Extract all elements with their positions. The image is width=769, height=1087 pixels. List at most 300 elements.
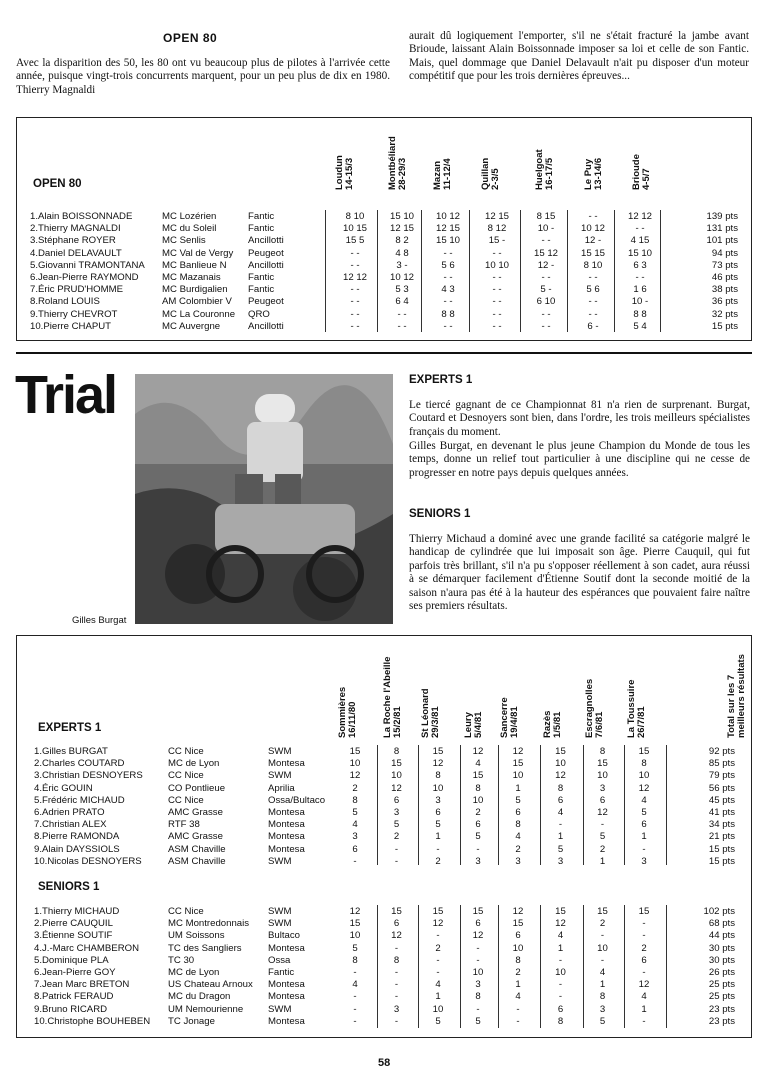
rider-name: 1.Gilles BURGAT (34, 746, 108, 758)
event-score: 8 (393, 746, 400, 758)
event-score: - - (350, 320, 360, 332)
event-date: 5/4/81 (473, 711, 484, 738)
event-name: Escragnolles (584, 678, 595, 738)
rider-total: 30 pts (708, 942, 735, 954)
event-score: 10 (432, 1003, 444, 1015)
event-score: 10 (597, 770, 608, 782)
table-row (32, 1016, 737, 1028)
event-score: 5 (352, 942, 358, 954)
event-score: 15 (555, 906, 566, 918)
event-score: 2 (641, 942, 647, 954)
rider-name: 8.Roland LOUIS (30, 296, 100, 308)
open80-event-header (481, 158, 501, 190)
event-score: 10 10 (484, 259, 509, 271)
event-score: - (558, 991, 563, 1003)
open80-heading: OPEN 80 (163, 31, 218, 45)
event-date: 16-17/5 (544, 157, 555, 190)
event-score: - - (588, 308, 598, 320)
event-score: 2 (599, 843, 606, 855)
event-score: 12 (349, 770, 361, 782)
open80-event-header (632, 154, 652, 190)
photo-caption: Gilles Burgat (72, 615, 127, 626)
event-score: 15 (638, 746, 650, 758)
event-name: Leury (463, 712, 474, 738)
event-score: 10 12 (435, 211, 460, 223)
event-score: 10 12 (389, 272, 414, 284)
rider-name: 7.Éric PRUD'HOMME (30, 284, 123, 296)
event-score: 10 - (537, 223, 555, 235)
event-score: 12 12 (342, 272, 367, 284)
event-score: 8 (352, 954, 358, 966)
table-row (32, 844, 737, 856)
experts-text-2: Gilles Burgat, en devenant le plus jeune Champion du Monde de tous les temps, donne un relief tout particulier à une discipline qui ne cesse de progresser en notre pays depuis quelques années. (409, 440, 750, 479)
event-score: 5 6 (441, 259, 455, 271)
event-score: - (436, 954, 440, 966)
table-row (28, 284, 740, 296)
rider-club: MC Mazanais (162, 272, 221, 284)
event-score: 10 12 (580, 223, 605, 235)
event-score: 10 (555, 758, 566, 770)
trial-event-header (500, 697, 520, 738)
event-score: 12 12 (627, 211, 652, 223)
event-score: 15 15 (580, 247, 605, 259)
event-score: - - (492, 272, 502, 284)
event-score: 5 (435, 819, 441, 831)
rider-total: 73 pts (711, 259, 738, 271)
rider-bike: Montesa (268, 843, 305, 855)
event-name: Brioude (631, 154, 642, 190)
rider-total: 102 pts (703, 906, 735, 918)
event-score: 6 (557, 794, 564, 806)
event-score: 3 (475, 855, 481, 867)
event-score: - - (443, 296, 453, 308)
event-score: 8 (557, 782, 564, 794)
event-date: 4-5/7 (641, 168, 652, 190)
table-row (32, 770, 737, 782)
rider-bike: Ancillotti (248, 259, 284, 271)
rider-total: 36 pts (711, 296, 738, 308)
event-name: La Roche l'Abeille (382, 656, 393, 738)
event-score: - - (350, 296, 360, 308)
event-score: - (394, 843, 399, 855)
rider-name: 5.Giovanni TRAMONTANA (30, 259, 145, 271)
seniors-table (32, 906, 737, 1028)
event-score: 3 (515, 855, 521, 867)
rider-total: 21 pts (708, 831, 735, 843)
table-row (28, 260, 740, 272)
event-score: 8 15 (536, 211, 556, 223)
event-score: 12 (349, 906, 361, 918)
event-score: 8 (599, 991, 606, 1003)
open80-intro-text: Avec la disparition des 50, les 80 ont vu beaucoup plus de pilotes à l'arrivée cette année, puisque vingt-trois concurrents marquent, pour un peu plus de dix en 1980. Thierry Magnaldi (16, 57, 390, 96)
event-score: 6 (515, 930, 521, 942)
event-score: 2 (435, 942, 441, 954)
table-row (32, 746, 737, 758)
event-score: - - (492, 308, 502, 320)
rider-club: MC Montredonnais (168, 918, 250, 930)
event-score: 5 (557, 843, 564, 855)
rider-name: 2.Thierry MAGNALDI (30, 223, 121, 235)
rider-name: 5.Dominique PLA (34, 954, 109, 966)
event-score: 15 (472, 906, 484, 918)
rider-total: 45 pts (708, 794, 735, 806)
rider-club: TC Jonage (168, 1015, 215, 1027)
event-score: 4 (515, 831, 521, 843)
rider-total: 44 pts (708, 930, 735, 942)
event-score: - - (588, 296, 598, 308)
trial-event-header (464, 712, 484, 738)
event-score: 6 3 (633, 259, 647, 271)
event-score: 10 15 (342, 223, 367, 235)
event-score: 6 (393, 794, 400, 806)
rider-club: MC Banlieue N (162, 259, 227, 271)
event-score: - (642, 843, 646, 855)
event-score: 4 3 (441, 284, 455, 296)
event-score: 3 (599, 1003, 606, 1015)
rider-bike: Montesa (268, 1015, 305, 1027)
seniors-heading: SENIORS 1 (409, 508, 471, 520)
event-score: 15 (597, 758, 608, 770)
event-score: 1 (435, 831, 441, 843)
event-score: 4 (515, 991, 521, 1003)
event-score: 12 (391, 930, 402, 942)
event-score: - (642, 930, 646, 942)
table-row (32, 955, 737, 967)
rider-total: 85 pts (708, 758, 735, 770)
table-row (28, 248, 740, 260)
rider-club: MC Auvergne (162, 320, 221, 332)
rider-club: MC Lozérien (162, 211, 217, 223)
event-score: 5 (393, 819, 400, 831)
rider-club: AM Colombier V (162, 296, 232, 308)
event-score: 6 (641, 954, 647, 966)
event-score: 1 (599, 855, 606, 867)
page-number: 58 (378, 1057, 391, 1069)
event-score: 3 (599, 782, 606, 794)
rider-total: 41 pts (708, 807, 735, 819)
event-score: - - (588, 272, 598, 284)
event-score: - (353, 967, 357, 979)
rider-name: 10.Pierre CHAPUT (30, 320, 112, 332)
table-row (28, 211, 740, 223)
rider-name: 4.J.-Marc CHAMBERON (34, 942, 140, 954)
event-date: 13-14/6 (593, 157, 604, 190)
event-score: - (558, 954, 563, 966)
event-score: 8 8 (633, 308, 647, 320)
rider-total: 30 pts (708, 954, 735, 966)
event-score: 15 (349, 746, 361, 758)
rider-bike: Montesa (268, 758, 305, 770)
table-row (32, 856, 737, 868)
event-score: - (436, 967, 440, 979)
event-score: 5 (599, 1015, 606, 1027)
table-row (28, 272, 740, 284)
trial-event-header (543, 711, 563, 738)
event-score: 6 4 (395, 296, 409, 308)
table-row (32, 807, 737, 819)
event-score: 8 (435, 770, 441, 782)
event-score: 12 15 (484, 211, 509, 223)
event-score: 15 10 (435, 235, 460, 247)
event-score: 4 (557, 930, 564, 942)
event-score: - (353, 1003, 357, 1015)
event-score: 5 - (540, 284, 552, 296)
rider-total: 23 pts (708, 1015, 735, 1027)
open80-table (28, 211, 740, 333)
trial-event-header (421, 688, 441, 738)
event-score: 12 (391, 782, 402, 794)
rider-club: MC Val de Vergy (162, 247, 234, 259)
table-row (32, 831, 737, 843)
event-score: 10 (555, 967, 566, 979)
seniors-table-title: SENIORS 1 (38, 881, 100, 893)
event-score: 6 (352, 843, 358, 855)
rider-total: 68 pts (708, 918, 735, 930)
rider-club: MC Burdigalien (162, 284, 228, 296)
table-row (32, 783, 737, 795)
rider-total: 32 pts (711, 308, 738, 320)
event-score: 6 - (587, 320, 599, 332)
event-score: - - (635, 223, 645, 235)
trial-event-header (627, 680, 647, 738)
rider-bike: SWM (268, 855, 292, 867)
event-score: 2 (515, 843, 521, 855)
event-score: 8 8 (441, 308, 455, 320)
rider-bike: Montesa (268, 991, 305, 1003)
event-score: 1 (435, 991, 441, 1003)
event-score: 15 - (488, 235, 506, 247)
event-score: 8 (515, 954, 521, 966)
rider-club: US Chateau Arnoux (168, 979, 253, 991)
event-score: 3 (475, 979, 481, 991)
event-score: 10 (638, 770, 650, 782)
event-name: Sommières (337, 686, 348, 738)
rider-club: MC du Dragon (168, 991, 231, 1003)
event-score: 12 15 (389, 223, 414, 235)
event-score: 4 (475, 758, 481, 770)
burgat-photo (135, 374, 393, 624)
rider-bike: Bultaco (268, 930, 300, 942)
rider-name: 6.Jean-Pierre RAYMOND (30, 272, 139, 284)
rider-name: 3.Christian DESNOYERS (34, 770, 143, 782)
event-score: 10 - (631, 296, 649, 308)
event-score: 12 (555, 770, 566, 782)
rider-bike: Montesa (268, 979, 305, 991)
rider-club: ASM Chaville (168, 843, 226, 855)
event-score: 8 (599, 746, 606, 758)
event-score: 6 (393, 918, 400, 930)
event-score: - - (635, 272, 645, 284)
seniors-text: Thierry Michaud a dominé avec une grande facilité sa catégorie malgré le handicap de cylindrée que lui imposait son âge. Pierre Cauquil, qui fut parfois très brillant, s'il n'a pu s'opposer réellement à son cadet, aura réussi à se démarquer facilement d'Étienne Soutif dont la seconde moitié de la saison n'aura pas été à la hauteur des espérances que pouvaient faire naître ses premiers résultats. (409, 533, 750, 613)
event-score: 5 (352, 807, 358, 819)
event-score: 4 (435, 979, 441, 991)
event-score: - - (541, 272, 551, 284)
event-score: 10 (512, 770, 524, 782)
event-score: 12 15 (435, 223, 460, 235)
event-score: - - (397, 308, 407, 320)
event-score: 1 (641, 1003, 647, 1015)
rider-name: 9.Alain DAYSSIOLS (34, 843, 120, 855)
rider-club: MC La Couronne (162, 308, 236, 320)
event-score: 8 (352, 794, 358, 806)
table-row (28, 321, 740, 333)
event-score: 5 3 (395, 284, 409, 296)
event-score: 8 (475, 991, 481, 1003)
event-date: 16/11/80 (347, 701, 358, 738)
event-score: 2 (599, 918, 606, 930)
rider-club: RTF 38 (168, 819, 200, 831)
event-score: 12 (432, 918, 444, 930)
rider-name: 2.Charles COUTARD (34, 758, 125, 770)
event-score: 15 (512, 758, 524, 770)
open80-event-header (388, 136, 408, 190)
event-score: 6 (557, 1003, 564, 1015)
event-score: 15 12 (533, 247, 558, 259)
table-row (28, 309, 740, 321)
rider-name: 6.Adrien PRATO (34, 807, 105, 819)
rider-bike: Ancillotti (248, 235, 284, 247)
open80-event-header (535, 149, 555, 190)
event-score: 10 (349, 930, 361, 942)
event-score: 3 (352, 831, 358, 843)
rider-bike: QRO (248, 308, 270, 320)
event-score: 15 (432, 746, 444, 758)
event-score: 15 (391, 906, 402, 918)
experts-text: Le tiercé gagnant de ce Championnat 81 n'a rien de surprenant. Burgat, Coutard et Desnoyers sont bien, dans l'ordre, les trois meilleurs spécialistes français du moment. (409, 399, 750, 438)
event-score: 15 (555, 746, 566, 758)
event-date: 7/6/81 (594, 711, 605, 738)
event-score: 5 (435, 1015, 441, 1027)
event-score: 4 (641, 794, 647, 806)
rider-total: 92 pts (708, 746, 735, 758)
event-score: 3 (393, 807, 400, 819)
rider-club: MC Senlis (162, 235, 206, 247)
rider-total: 56 pts (708, 782, 735, 794)
event-score: 1 (515, 979, 521, 991)
table-row (28, 296, 740, 308)
event-score: 8 10 (345, 211, 365, 223)
event-score: - (600, 930, 605, 942)
event-score: - - (588, 211, 598, 223)
rider-club: CO Pontlieue (168, 782, 226, 794)
table-row (32, 930, 737, 942)
event-score: 15 (597, 906, 608, 918)
event-score: 8 (641, 758, 647, 770)
open80-table-title: OPEN 80 (33, 178, 82, 190)
event-score: 15 10 (389, 211, 414, 223)
event-score: 6 (435, 807, 441, 819)
rider-bike: Ossa (268, 954, 291, 966)
event-score: - (476, 942, 480, 954)
event-score: 10 (432, 782, 444, 794)
event-score: - - (443, 320, 453, 332)
rider-bike: Fantic (248, 272, 275, 284)
table-row (32, 943, 737, 955)
event-score: 12 - (537, 259, 555, 271)
rider-club: TC 30 (168, 954, 195, 966)
rider-name: 8.Patrick FERAUD (34, 991, 114, 1003)
rider-bike: Fantic (248, 211, 275, 223)
rider-total: 34 pts (708, 819, 735, 831)
event-date: 26/7/81 (636, 706, 647, 738)
open80-continued-text: aurait dû logiquement l'emporter, s'il ne s'était fracturé la jambe avant Brioude, laissant Alain Boissonnade imposer sa loi et celle de son Fantic. Mais, quel dommage que Daniel Delavault n'ait pu disposer d'un moteur compétitif que pour les trois dernières épreuves... (409, 30, 749, 83)
event-date: 19/4/81 (509, 706, 520, 738)
event-score: 1 (599, 979, 606, 991)
event-score: - - (492, 284, 502, 296)
event-name: St Léonard (420, 688, 431, 738)
event-score: - (476, 843, 480, 855)
rider-bike: Montesa (268, 819, 305, 831)
rider-total: 15 pts (708, 855, 735, 867)
rider-name: 9.Bruno RICARD (34, 1003, 108, 1015)
rider-name: 1.Alain BOISSONNADE (30, 211, 133, 223)
table-row (32, 991, 737, 1003)
event-score: 5 (475, 1015, 481, 1027)
rider-bike: Peugeot (248, 247, 284, 259)
event-score: 1 (557, 831, 564, 843)
event-score: - - (541, 308, 551, 320)
rider-name: 10.Christophe BOUHEBEN (34, 1015, 151, 1027)
event-score: 4 (557, 807, 564, 819)
event-score: - (558, 819, 563, 831)
event-score: 15 (391, 758, 402, 770)
table-row (32, 979, 737, 991)
event-score: - (642, 967, 646, 979)
event-score: 10 (472, 794, 484, 806)
event-score: - - (492, 247, 502, 259)
rider-bike: Aprilia (268, 782, 295, 794)
event-date: 29/3/81 (430, 706, 441, 738)
rider-total: 38 pts (711, 284, 738, 296)
trial-event-header (585, 679, 605, 738)
rider-club: MC de Lyon (168, 758, 220, 770)
event-score: - (642, 918, 646, 930)
rider-bike: Ossa/Bultaco (268, 794, 326, 806)
rider-bike: Ancillotti (248, 320, 284, 332)
event-score: 12 - (584, 235, 602, 247)
event-name: Montbéliard (387, 136, 398, 190)
rider-club: AMC Grasse (168, 831, 223, 843)
event-score: 8 (557, 1015, 564, 1027)
event-score: - (436, 843, 440, 855)
event-score: 12 (472, 930, 484, 942)
open80-event-header (584, 158, 604, 190)
rider-total: 26 pts (708, 967, 735, 979)
event-date: 28-29/3 (397, 157, 408, 190)
event-score: - - (541, 235, 551, 247)
event-score: 5 4 (633, 320, 647, 332)
event-score: 2 (393, 831, 400, 843)
event-score: 5 (475, 831, 481, 843)
event-score: 10 (512, 942, 524, 954)
event-name: Quillan (480, 157, 491, 190)
trial-rider-image (135, 374, 393, 624)
rider-bike: Peugeot (248, 296, 284, 308)
rider-name: 4.Daniel DELAVAULT (30, 247, 122, 259)
event-score: - (394, 979, 399, 991)
event-score: 12 (555, 918, 566, 930)
event-score: 12 (472, 746, 484, 758)
event-score: 6 10 (536, 296, 556, 308)
event-score: - (476, 1003, 480, 1015)
event-score: 2 (435, 855, 441, 867)
event-score: - (476, 954, 480, 966)
event-date: 1/5/81 (552, 711, 563, 738)
event-score: 8 (515, 819, 521, 831)
event-score: 5 6 (586, 284, 600, 296)
rider-total: 23 pts (708, 1003, 735, 1015)
rider-total: 101 pts (706, 235, 738, 247)
